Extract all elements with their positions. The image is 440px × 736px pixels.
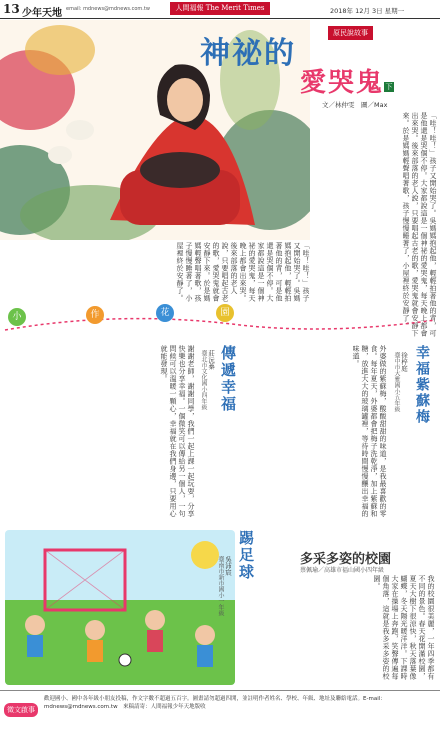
poem4-school: 高雄市福山國小四年級 [324,567,385,574]
feature-part-label: 下 [385,83,393,91]
soccer-drawing [5,530,235,685]
page-number: 13 [3,2,20,16]
poem3-author: 吳沛宸 [224,556,232,576]
poem1-school: 臺北市文化國小四年級 [200,350,207,410]
page-footer [0,690,440,736]
balloon-icon: 花 [156,304,174,322]
banner [0,300,440,340]
balloon-icon: 小 [8,308,26,326]
footer-tag: 徵文啟事 [4,703,38,717]
header-url: email: mdnews@mdnews.com.tw [66,6,150,12]
poem1-title: 傳遞幸福 [219,345,237,413]
poem4-author: 蔡佩瑜 [300,567,319,574]
footer-text: 歡迎國小、國中各年級小朋友投稿，作文字數不超過五百字。圖畫請勿超過四開，並註明作者姓名、學校、年級、地址及聯絡電話。E-mail：mdnews@mdnews.com.tw 來稿請寄：人間福報少年天地版收 [44,696,386,710]
issue-date: 2018年 12月 3日 星期一 [330,7,405,15]
feature-byline: 文／林仲雯 圖／Max [322,101,388,109]
series-tag [328,26,373,40]
poem4-body: 我的校園很美麗，一年四季都有不同的景色。春天花開滿校園，夏天大樹下很涼快，秋天落葉像蝴蝶，冬天陽光暖洋洋。下課時大家在操場上奔跑，笑聲傳遍每個角落，這就是我多采多姿的校園。 [373,575,435,680]
newspaper-logo: 人間福報 The Merit Times [170,2,270,15]
poem3-school: 臺南市新市國小一年級 [217,556,224,616]
poem1-author: 莊沅蓁 [207,350,215,370]
poem1-body: 謝謝老師，謝謝同學，我們一起上課一起玩耍，分享快樂也分享幸福。一個微笑可以傳給另一個人，一句問候可以溫暖一顆心，幸福就在我們身邊，只要用心就能發現。 [160,345,195,518]
poem2-author: 徐梓庭 [400,352,408,372]
balloon-icon: 作 [86,306,104,324]
poem3-title: 踢足球 [237,530,255,581]
feature-part [384,82,394,92]
poem2-title: 幸福紫蘇梅 [414,345,430,425]
feature-title-line1: 神祕的 [200,36,296,71]
section-title: 少年天地 [22,8,62,19]
series-tag-label: 原民說故事 [333,29,368,37]
feature-title-line2: 愛哭鬼 [300,68,385,98]
page-header [0,0,440,19]
poem4-title: 多采多姿的校園 [300,552,392,567]
balloon-icon: 園 [216,304,234,322]
feature-body-bottom: 「哇！哇！」孩子又開始哭了。吳媽媽抱起他，輕輕拍著他的背，可是他還是哭個不停。大家都說這是一個神祕的愛哭鬼，每天晚上都會出來哭。後來部落的老人說，只要唱起古老的歌，愛哭鬼就會安靜下來。於是媽媽輕聲唱著歌，孩子慢慢睡著了，小屋裡終於安靜了。 [176,242,310,302]
poem4-byline: 蔡佩瑜／高雄市福山國小四年級 [300,567,385,574]
feature-body-right: 「哇！哇！」孩子又開始哭了。吳媽媽抱起他，輕輕拍著他的背，可是他還是哭個不停。大家都說這是一個神祕的愛哭鬼，每天晚上都會出來哭。後來部落的老人說，只要唱起古老的歌，愛哭鬼就會安靜下來。於是媽媽輕聲唱著歌，孩子慢慢睡著了，小屋裡終於安靜了。 [402,112,437,337]
poem2-school: 臺中市大雅國小五年級 [393,352,400,412]
poem2-body: 外婆做的紫蘇梅，酸酸甜甜的味道，是我最喜歡的零食。每年夏天，外婆都會把梅子洗乾淨，加上紫蘇和糖，放進大大的玻璃罐裡，等待時間慢慢釀出幸福的味道。 [352,345,387,518]
